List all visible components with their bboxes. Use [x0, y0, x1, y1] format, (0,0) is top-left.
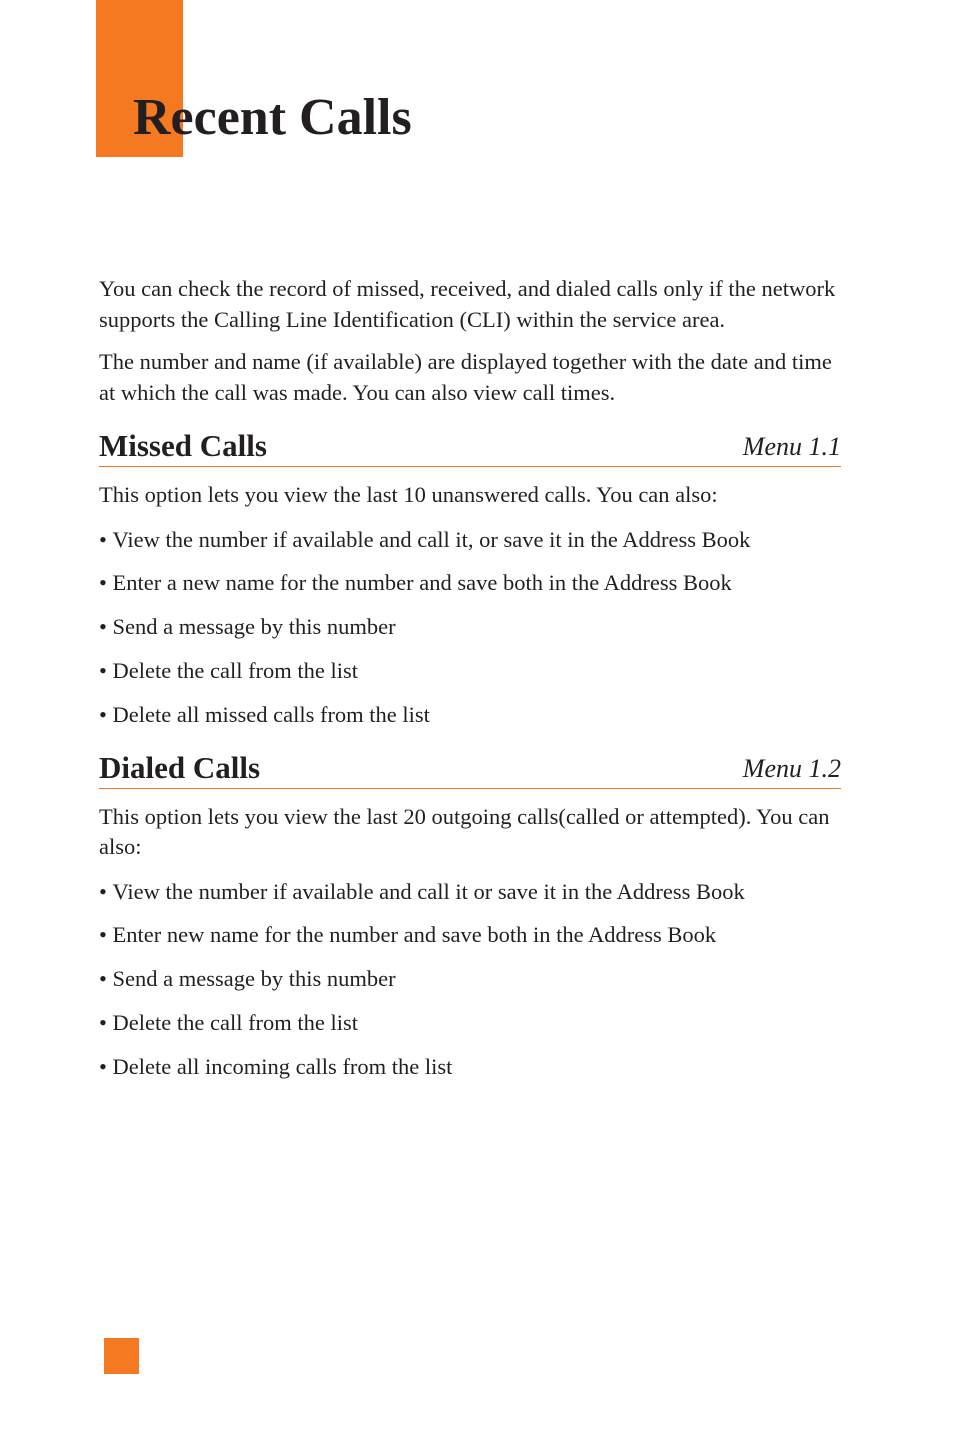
option-list — [99, 525, 841, 730]
page-corner-marker — [104, 1338, 139, 1374]
list-item: • Enter a new name for the number and save both in the Address Book — [99, 568, 841, 598]
menu-reference: Menu 1.2 — [742, 753, 841, 783]
list-item: • Delete the call from the list — [99, 656, 841, 686]
list-item: • View the number if available and call it or save it in the Address Book — [99, 877, 841, 907]
section-description: This option lets you view the last 20 outgoing calls(called or attempted). You can also: — [99, 803, 830, 860]
section-title: Missed Calls — [99, 428, 267, 463]
intro-paragraph: You can check the record of missed, received, and dialed calls only if the network supports the Calling Line Identification (CLI) within the service area. — [99, 276, 836, 332]
option-list — [99, 877, 841, 1082]
list-item: • Delete the call from the list — [99, 1008, 841, 1038]
page-title: Recent Calls — [133, 89, 412, 146]
list-item: • Delete all incoming calls from the list — [99, 1052, 841, 1082]
list-item: • Delete all missed calls from the list — [99, 700, 841, 730]
section-header — [99, 750, 841, 789]
intro-paragraph: The number and name (if available) are displayed together with the date and time at which the call was made. You can also view call times. — [99, 349, 832, 405]
menu-reference: Menu 1.1 — [742, 432, 841, 461]
list-item: • Enter new name for the number and save both in the Address Book — [99, 920, 841, 950]
list-item: • Send a message by this number — [99, 964, 841, 994]
section-header — [99, 428, 841, 467]
list-item: • Send a message by this number — [99, 612, 841, 642]
section-description: This option lets you view the last 10 unanswered calls. You can also: — [99, 482, 718, 507]
section-body — [99, 480, 841, 730]
section-missed-calls — [99, 428, 841, 730]
page-content — [99, 274, 841, 1096]
section-title: Dialed Calls — [99, 749, 261, 785]
section-body — [99, 802, 841, 1082]
section-dialed-calls — [99, 750, 841, 1082]
list-item: • View the number if available and call it, or save it in the Address Book — [99, 525, 841, 555]
